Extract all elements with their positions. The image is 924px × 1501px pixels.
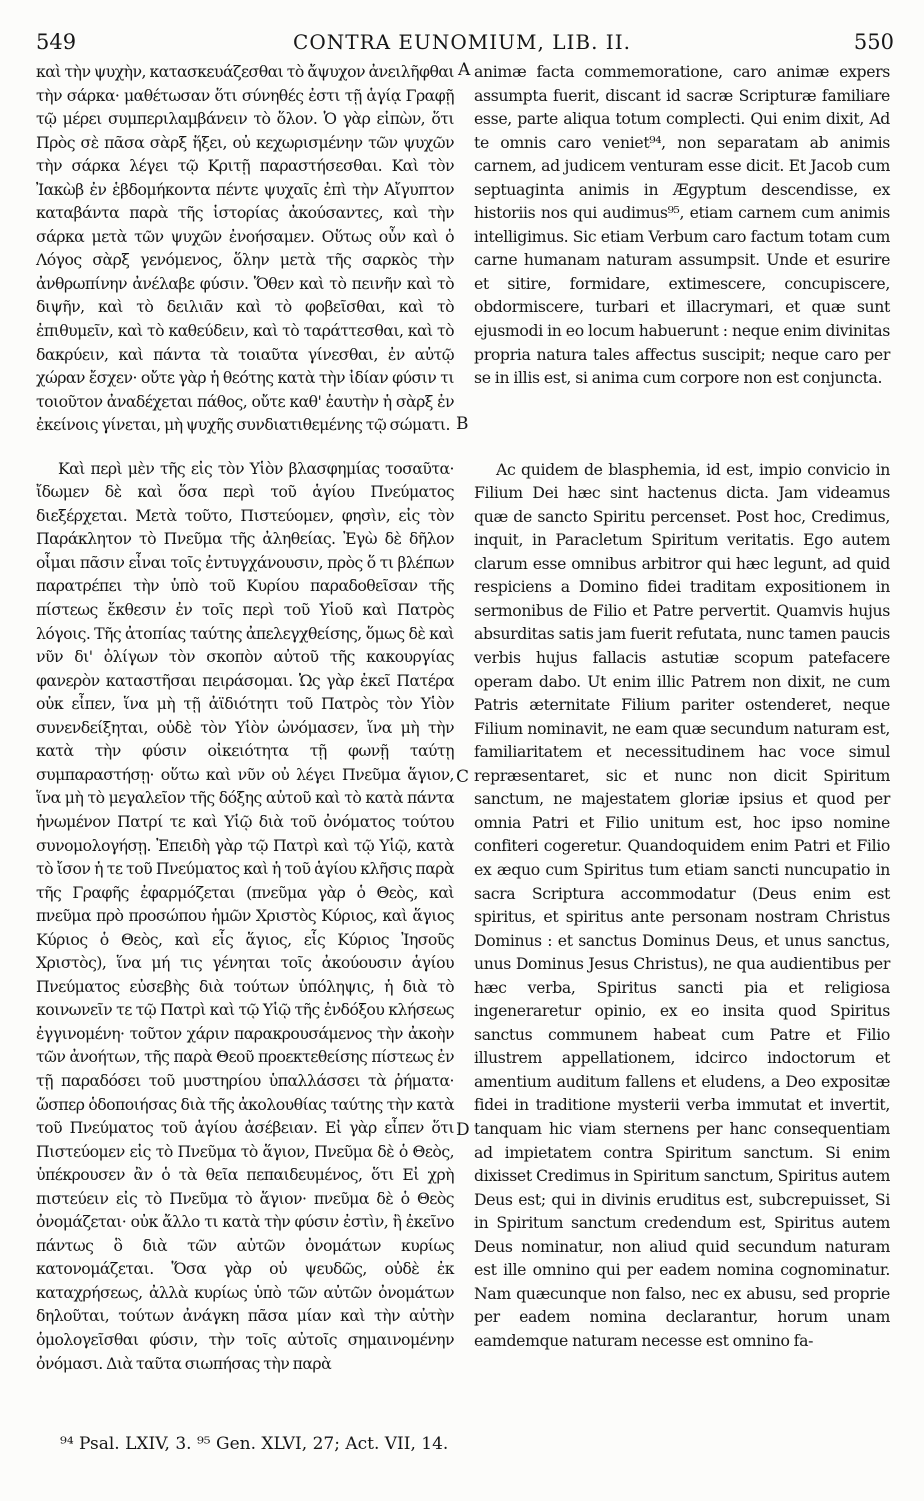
greek-column [36, 60, 454, 1375]
paragraph-gap [474, 390, 890, 458]
latin-paragraph-1: animæ facta commemoratione, caro animæ expers assumpta fuerit, discant id sacræ Scripturæ familiare esse, parte aliqua totum complecti. Qui enim dixit, Ad te omnis caro veniet⁹⁴, non separatam ab animis carnem, ad judicem venturam esse dicit. Et Jacob cum septuaginta animis in Ægyptum descendisse, ex historiis nos qui audimus⁹⁵, etiam carnem cum animis intelligimus. Sic etiam Verbum caro factum totam cum carne humanam naturam assumpsit. Unde et esurire et sitire, formidare, extimescere, concupiscere, obdormiscere, turbari et illacrymari, et quæ sunt ejusmodi in eo locum habuerunt : neque enim divinitas propria natura tales affectus suscipit; neque caro per se in illis est, si anima cum corpore non est conjuncta. [474, 62, 890, 388]
latin-column [474, 60, 890, 1352]
section-marker-b: B [456, 414, 469, 434]
section-marker-c: C [456, 767, 470, 787]
latin-paragraph-2: Ac quidem de blasphemia, id est, impio convicio in Filium Dei hæc sint hactenus dicta. Jam videamus quæ de sancto Spiritu percenset. Post hoc, Credimus, inquit, in Paracletum Spiritum veritatis. Ego autem clarum esse omnibus arbitror qui hæc legunt, ad quid respiciens a Domino fidei traditam expositionem in sermonibus de Filio et Patre pervertit. Quamvis hujus absurditas satis jam fuerit refutata, nunc tamen paucis verbis hujus fallacis astutiæ scopum patefacere operam dabo. Ut enim illic Patrem non dixit, ne cum Patris æternitate Filium pariter ostenderet, neque Filium nominavit, ne eam quæ secundum naturam est, familiaritatem et necessitudinem hac voce simul repræsentaret, sic et nunc non dicit Spiritum sanctum, ne majestatem gloriæ ipsius et quod per omnia Patri et Filio unitum est, hoc ipso nomine confiteri cogeretur. Quandoquidem enim Patri et Filio ex æquo cum Spiritus tum etiam sancti nuncupatio in sacra Scriptura accommodatur (Deus enim est spiritus, et spiritus ante personam nostram Christus Dominus : et sanctus Dominus Deus, et unus sanctus, unus Dominus Jesus Christus), ne qua audientibus per hæc verba, Spiritus sancti pia et religiosa ingeneraretur opinio, ex eo insita quod Spiritus sanctus communem habeat cum Patre et Filio illustrem appellationem, idcirco indoctorum et amentium auditum fallens et eludens, a Deo expositæ fidei in traditione mysterii verba immutat et invertit, tanquam hic viam sternens per hanc consequentiam ad impietatem contra Spiritum sanctum. Si enim dixisset Credimus in Spiritum sanctum, Spiritus autem Deus est; qui in divinis eruditus est, subcrepuisset, Si in Spiritum sanctum credendum est, Spiritus autem Deus nominatur, non aliud quid secundum naturam est ille omnino qui per eadem nomina cognominatur. Nam quæcunque non falso, nec ex abusu, sed proprie per eadem nomina declarantur, horum unam eamdemque naturam necesse est omnino fa- [474, 459, 890, 1350]
footnotes: ⁹⁴ Psal. LXIV, 3. ⁹⁵ Gen. XLVI, 27; Act. VII, 14. [60, 1434, 449, 1454]
greek-paragraph-2: Καὶ περὶ μὲν τῆς εἰς τὸν Υἱὸν βλασφημίας τοσαῦτα· ἴδωμεν δὲ καὶ ὅσα περὶ τοῦ ἁγίου Πνεύματος διεξέρχεται. Μετὰ τοῦτο, Πιστεύομεν, φησὶν, εἰς τὸν Παράκλητον τὸ Πνεῦμα τῆς ἀληθείας. Ἐγὼ δὲ δῆλον οἶμαι πᾶσιν εἶναι τοῖς ἐντυγχάνουσιν, πρὸς ὅ τι βλέπων παρατρέπει τὴν ὑπὸ τοῦ Κυρίου παραδοθεῖσαν τῆς πίστεως ἔκθεσιν ἐν τοῖς περὶ τοῦ Υἱοῦ καὶ Πατρὸς λόγοις. Τῆς ἀτοπίας ταύτης ἀπελεγχθείσης, ὅμως δὲ καὶ νῦν δι' ὀλίγων τὸν σκοπὸν αὐτοῦ τῆς κακουργίας φανερὸν καταστῆσαι πειράσομαι. Ὡς γὰρ ἐκεῖ Πατέρα οὐκ εἶπεν, ἵνα μὴ τῇ ἀϊδιότητι τοῦ Πατρὸς τὸν Υἱὸν συνενδείξηται, οὐδὲ τὸν Υἱὸν ὠνόμασεν, ἵνα μὴ τὴν κατὰ τὴν φύσιν οἰκειότητα τῇ φωνῇ ταύτῃ συμπαραστήσῃ· οὕτω καὶ νῦν οὐ λέγει Πνεῦμα ἅγιον, ἵνα μὴ τὸ μεγαλεῖον τῆς δόξης αὐτοῦ καὶ τὸ κατὰ πάντα ἡνωμένον Πατρί τε καὶ Υἱῷ διὰ τοῦ ὀνόματος τούτου συνομολογήσῃ. Ἐπειδὴ γὰρ τῷ Πατρὶ καὶ τῷ Υἱῷ, κατὰ τὸ ἴσον ἡ τε τοῦ Πνεύματος καὶ ἡ τοῦ ἁγίου κλῆσις παρὰ τῆς Γραφῆς ἐφαρμόζεται (πνεῦμα γὰρ ὁ Θεὸς, καὶ πνεῦμα πρὸ προσώπου ἡμῶν Χριστὸς Κύριος, καὶ ἅγιος Κύριος ὁ Θεὸς, καὶ εἷς ἅγιος, εἷς Κύριος Ἰησοῦς Χριστὸς), ἵνα μή τις γένηται τοῖς ἀκούουσιν ἁγίου Πνεύματος εὐσεβὴς διὰ τούτων ὑπόληψις, ἡ διὰ τὸ κοινωνεῖν τε τῷ Πατρὶ καὶ τῷ Υἱῷ τῆς ἐνδόξου κλήσεως ἐγγινομένη· τοῦτον χάριν παρακρουσάμενος τὴν ἀκοὴν τῶν ἀνοήτων, τῆς παρὰ Θεοῦ προεκτεθείσης πίστεως ἐν τῇ παραδόσει τοῦ μυστηρίου ὑπαλλάσσει τὰ ῥήματα· ὥσπερ ὁδοποιήσας διὰ τῆς ἀκολουθίας ταύτης τὴν κατὰ τοῦ Πνεύματος τοῦ ἁγίου ἀσέβειαν. Εἰ γὰρ εἶπεν ὅτι Πιστεύομεν εἰς τὸ Πνεῦμα τὸ ἅγιον, Πνεῦμα δὲ ὁ Θεὸς, ὑπέκρουσεν ἂν ὁ τὰ θεῖα πεπαιδευμένος, ὅτι Εἰ χρὴ πιστεύειν εἰς τὸ Πνεῦμα τὸ ἅγιον· πνεῦμα δὲ ὁ Θεὸς ὀνομάζεται· οὐκ ἄλλο τι κατὰ τὴν φύσιν ἐστὶν, ἢ ἐκεῖνο πάντως ὃ διὰ τῶν αὐτῶν ὀνομάτων κυρίως κατονομάζεται. Ὅσα γὰρ οὐ ψευδῶς, οὐδὲ ἐκ καταχρήσεως, ἀλλὰ κυρίως ὑπὸ τῶν αὐτῶν ὀνομάτων δηλοῦται, τούτων ἀνάγκη πᾶσα μίαν καὶ τὴν αὐτὴν ὁμολογεῖσθαι φύσιν, τὴν τοῖς αὐτοῖς σημαινομένην ὀνόμασι. Διὰ ταῦτα σιωπήσας τὴν παρὰ [36, 458, 454, 1373]
page-number-right: 550 [853, 30, 894, 54]
page-number-left: 549 [36, 30, 77, 54]
page-header [0, 30, 924, 60]
section-marker-d: D [456, 1120, 470, 1140]
greek-paragraph-1: καὶ τὴν ψυχὴν, κατασκευάζεσθαι τὸ ἄψυχον ἀνειλῆφθαι τὴν σάρκα· μαθέτωσαν ὅτι σύνηθές ἐστι τῇ ἁγίᾳ Γραφῇ τῷ μέρει συμπεριλαμβάνειν τὸ ὅλον. Ὁ γὰρ εἰπὼν, ὅτι Πρὸς σὲ πᾶσα σὰρξ ἥξει, οὐ κεχωρισμένην τῶν ψυχῶν τὴν σάρκα λέγει τῷ Κριτῇ παραστήσεσθαι. Καὶ τὸν Ἰακὼβ ἐν ἑβδομήκοντα πέντε ψυχαῖς ἐπὶ τὴν Αἴγυπτον καταβάντα παρὰ τῆς ἱστορίας ἀκούσαντες, καὶ τὴν σάρκα μετὰ τῶν ψυχῶν ἐνοήσαμεν. Οὕτως οὖν καὶ ὁ Λόγος σὰρξ γενόμενος, ὅλην μετὰ τῆς σαρκὸς τὴν ἀνθρωπίνην ἀνέλαβε φύσιν. Ὅθεν καὶ τὸ πεινῆν καὶ τὸ διψῆν, καὶ τὸ δειλιᾶν καὶ τὸ φοβεῖσθαι, καὶ τὸ ἐπιθυμεῖν, καὶ τὸ καθεύδειν, καὶ τὸ ταράττεσθαι, καὶ τὸ δακρύειν, καὶ πάντα τὰ τοιαῦτα γίνεσθαι, ἐν αὐτῷ χώραν ἔσχεν· οὔτε γὰρ ἡ θεότης κατὰ τὴν ἰδίαν φύσιν τι τοιοῦτον ἀναδέχεται πάθος, οὔτε καθ' ἑαυτὴν ἡ σὰρξ ἐν ἐκείνοις γίνεται, μὴ ψυχῆς συνδιατιθεμένης τῷ σώματι. [36, 62, 454, 435]
paragraph-gap [36, 437, 454, 457]
running-title: CONTRA EUNOMIUM, LIB. II. [293, 30, 631, 54]
section-marker-a: A [458, 60, 471, 80]
